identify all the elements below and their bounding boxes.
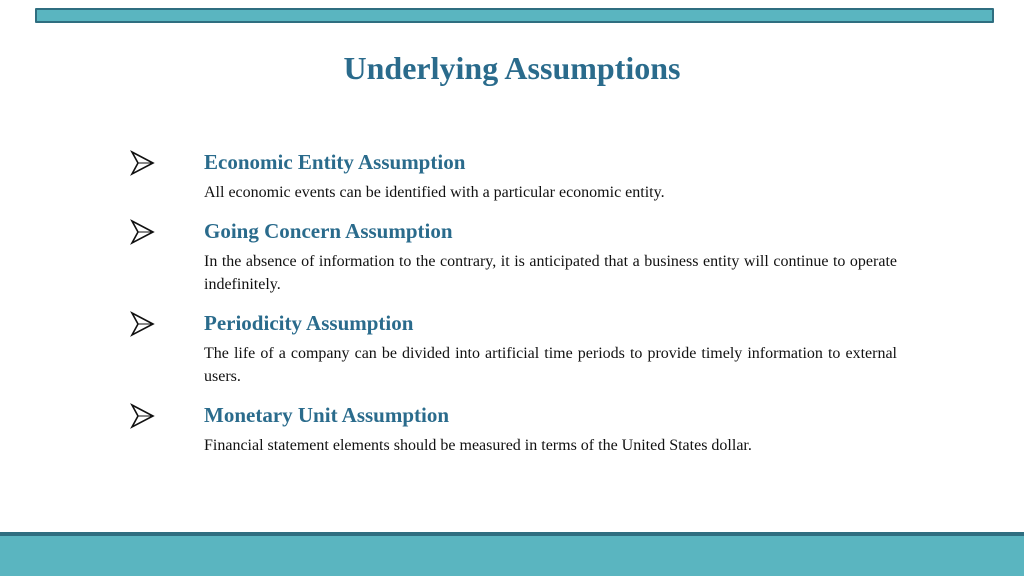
item-title: Monetary Unit Assumption <box>204 403 450 427</box>
bottom-decorative-bar <box>0 532 1024 576</box>
arrow-bullet-icon <box>129 311 155 337</box>
item-title: Going Concern Assumption <box>204 219 453 243</box>
item-description: In the absence of information to the contrary, it is anticipated that a business entity will continue to operate indefinitely. <box>204 253 897 293</box>
arrow-bullet-icon <box>129 219 155 245</box>
arrow-bullet-icon <box>129 150 155 176</box>
slide-title: Underlying Assumptions <box>343 50 681 86</box>
top-decorative-bar <box>35 8 994 23</box>
item-title: Economic Entity Assumption <box>204 150 466 174</box>
item-description: All economic events can be identified with a particular economic entity. <box>204 184 665 201</box>
arrow-bullet-icon <box>129 403 155 429</box>
item-description: Financial statement elements should be measured in terms of the United States dollar. <box>204 437 752 454</box>
item-title: Periodicity Assumption <box>204 311 414 335</box>
item-description: The life of a company can be divided into artificial time periods to provide timely information to external users. <box>204 345 897 385</box>
